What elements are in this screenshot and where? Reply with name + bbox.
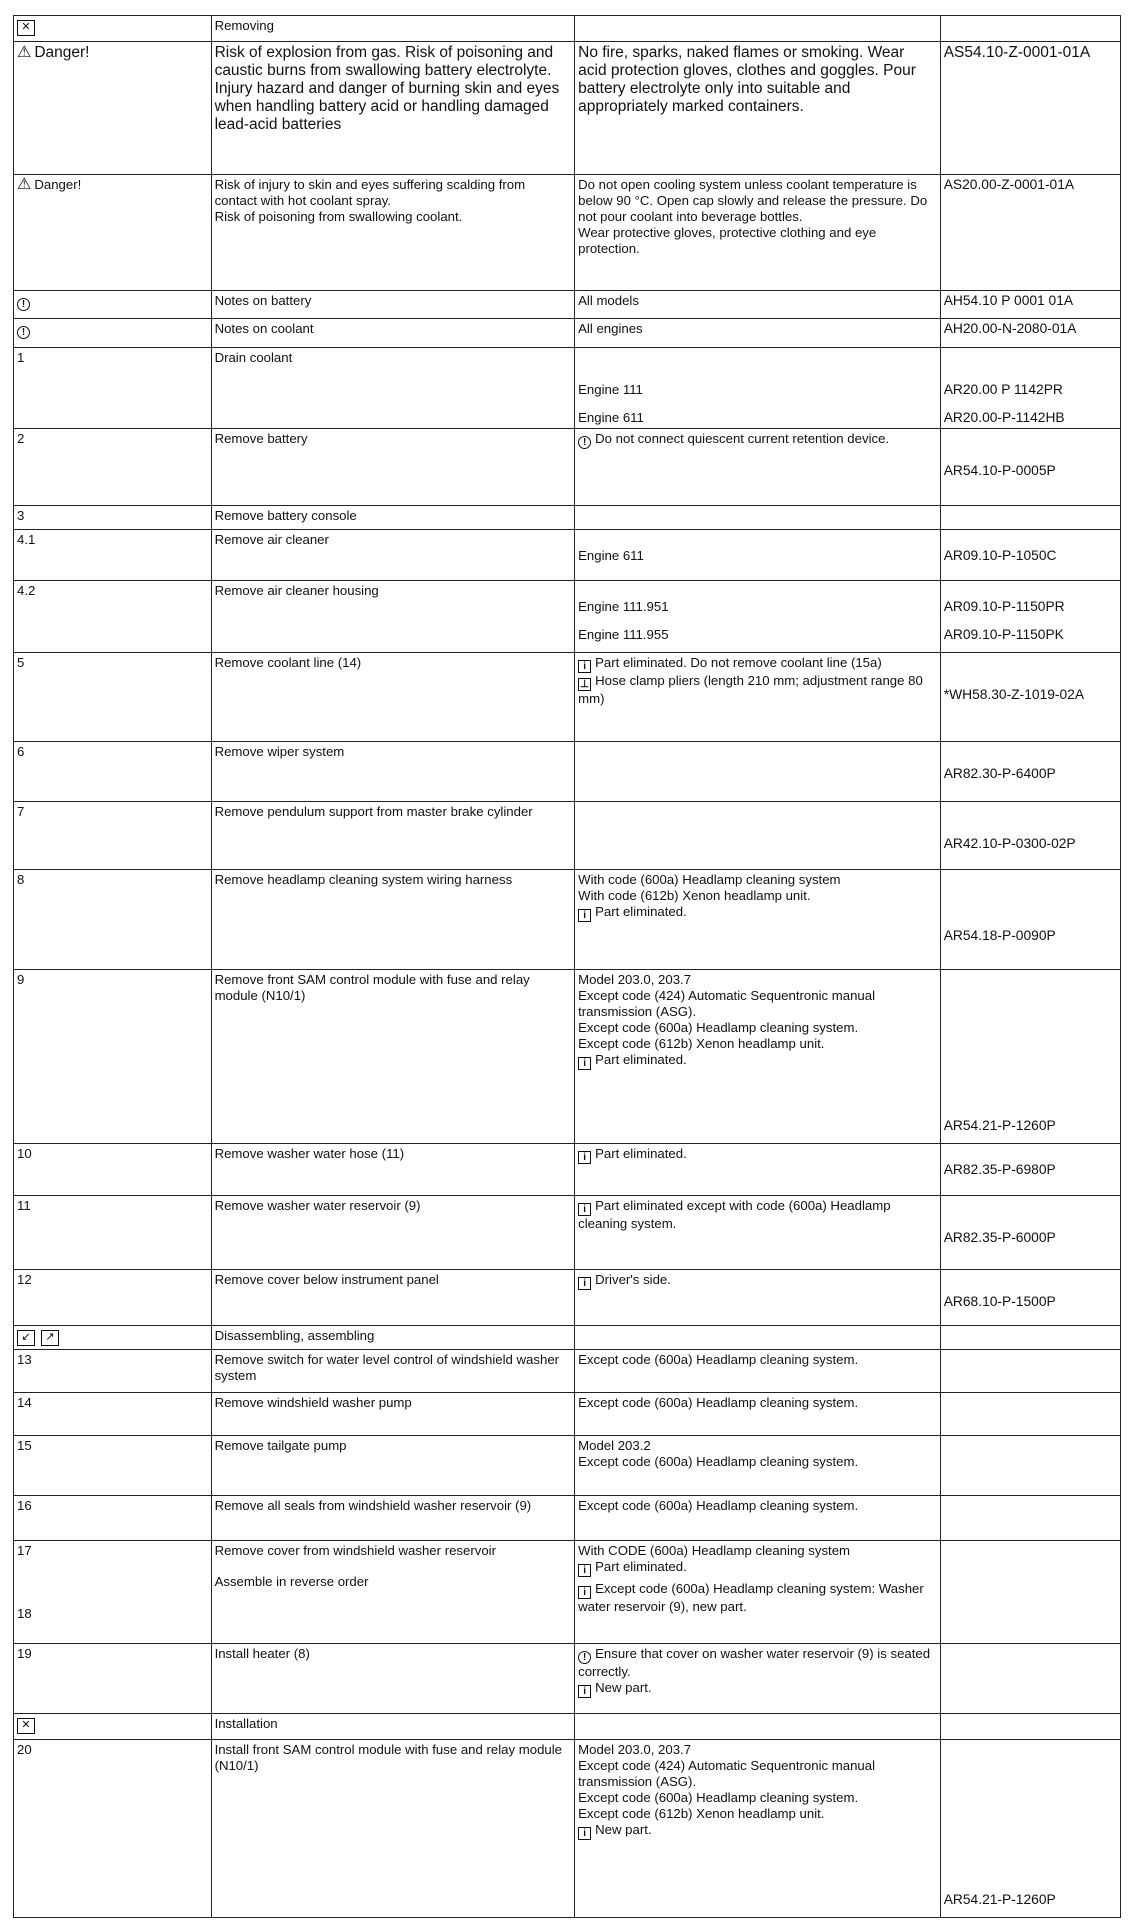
note-text: Part eliminated. — [595, 904, 687, 919]
step-text: Remove washer water hose (11) — [211, 1144, 575, 1196]
condition-text: Except code (424) Automatic Sequentronic manual transmission (ASG). — [578, 988, 876, 1019]
section-title: Disassembling, assembling — [211, 1326, 575, 1350]
table-row — [14, 1541, 1121, 1644]
reference-code: AR54.18-P-0090P — [943, 928, 1056, 943]
info-note-icon: ! — [17, 298, 30, 311]
risk-text: Risk of explosion from gas. Risk of poisoning and caustic burns from swallowing battery electrolyte. Injury hazard and danger of burning skin and eyes when handling battery acid or handling damaged lead-acid batteries — [211, 42, 575, 175]
danger-label: Danger! — [34, 177, 82, 192]
reference-code: AH54.10 P 0001 01A — [940, 291, 1120, 319]
condition-text: With CODE (600a) Headlamp cleaning system — [578, 1543, 851, 1558]
table-row — [14, 1393, 1121, 1436]
reference-code: AR20.00 P 1142PR — [943, 382, 1063, 397]
table-row — [14, 1436, 1121, 1496]
section-row-removing — [14, 16, 1121, 42]
step-text: Remove headlamp cleaning system wiring harness — [211, 870, 575, 970]
condition-text: Except code (600a) Headlamp cleaning system. — [575, 1496, 941, 1541]
step-text: Remove washer water reservoir (9) — [211, 1196, 575, 1270]
step-number: 3 — [14, 506, 212, 530]
measure-text: Wear protective gloves, protective clothing and eye protection. — [578, 225, 877, 256]
condition-text: Engine 611 — [578, 410, 644, 425]
condition-text: Model 203.0, 203.7 — [578, 972, 692, 987]
table-row — [14, 1196, 1121, 1270]
info-note-icon: ! — [17, 326, 30, 339]
note-text: Ensure that cover on washer water reservoir (9) is seated correctly. — [578, 1646, 931, 1679]
step-text: Drain coolant — [211, 348, 575, 429]
table-row — [14, 1144, 1121, 1196]
step-number: 18 — [17, 1606, 32, 1621]
step-number: 2 — [14, 429, 212, 506]
info-icon: i — [578, 1151, 591, 1164]
condition-text: Except code (600a) Headlamp cleaning system. — [578, 1454, 859, 1469]
info-icon: i — [578, 660, 591, 673]
table-row — [14, 506, 1121, 530]
info-icon: i — [578, 1057, 591, 1070]
table-row — [14, 1270, 1121, 1326]
note-text: Part eliminated. — [595, 1559, 687, 1574]
warning-triangle-icon: ⚠ — [17, 176, 32, 193]
info-icon: i — [578, 1827, 591, 1840]
table-row — [14, 348, 1121, 429]
step-number: 8 — [14, 870, 212, 970]
condition-text: Except code (612b) Xenon headlamp unit. — [578, 1036, 825, 1051]
info-icon: i — [578, 1203, 591, 1216]
step-text: Remove cover below instrument panel — [211, 1270, 575, 1326]
step-number: 4.2 — [14, 581, 212, 653]
section-row-disassembling — [14, 1326, 1121, 1350]
step-text: Notes on coolant — [211, 319, 575, 348]
condition-text: Model 203.2 — [578, 1438, 651, 1453]
reference-code: AR54.21-P-1260P — [943, 1892, 1056, 1907]
step-number: 10 — [14, 1144, 212, 1196]
table-row — [14, 291, 1121, 319]
step-number: 4.1 — [14, 530, 212, 581]
step-number: 9 — [14, 970, 212, 1144]
step-number: 1 — [14, 348, 212, 429]
reference-code: AR54.21-P-1260P — [943, 1118, 1056, 1133]
table-row — [14, 175, 1121, 291]
step-text: Remove wiper system — [211, 742, 575, 802]
table-row — [14, 870, 1121, 970]
info-icon: i — [578, 1277, 591, 1290]
installation-icon: ✕ — [17, 1718, 35, 1734]
table-row — [14, 581, 1121, 653]
step-text: Remove pendulum support from master brake cylinder — [211, 802, 575, 870]
step-text: Notes on battery — [211, 291, 575, 319]
condition-text: Except code (424) Automatic Sequentronic manual transmission (ASG). — [578, 1758, 876, 1789]
reference-code: AR82.35-P-6000P — [943, 1230, 1056, 1245]
info-note-icon: ! — [578, 436, 591, 449]
removal-icon: ✕ — [17, 20, 35, 36]
note-text: Part eliminated except with code (600a) Headlamp cleaning system. — [578, 1198, 891, 1231]
step-text: Remove windshield washer pump — [211, 1393, 575, 1436]
info-icon: i — [578, 1685, 591, 1698]
step-text: Install front SAM control module with fuse and relay module (N10/1) — [211, 1740, 575, 1918]
section-title: Removing — [211, 16, 575, 42]
risk-text: Risk of poisoning from swallowing coolant. — [214, 209, 463, 224]
step-number: 11 — [14, 1196, 212, 1270]
note-text: New part. — [595, 1680, 652, 1695]
info-icon: i — [578, 1564, 591, 1577]
condition-text: Engine 611 — [578, 548, 644, 563]
reference-code: AR54.10-P-0005P — [943, 463, 1056, 478]
step-text: Remove switch for water level control of windshield washer system — [211, 1350, 575, 1393]
step-number: 14 — [14, 1393, 212, 1436]
note-text: Except code (600a) Headlamp cleaning system: Washer water reservoir (9), new part. — [578, 1581, 924, 1614]
special-tool-icon: ⊥ — [578, 678, 591, 691]
step-number: 13 — [14, 1350, 212, 1393]
condition-text: All models — [575, 291, 941, 319]
reference-code: AS20.00-Z-0001-01A — [940, 175, 1120, 291]
warning-triangle-icon: ⚠ — [17, 44, 32, 61]
assemble-icon: ↗ — [41, 1330, 59, 1346]
note-text: Part eliminated. — [595, 1052, 687, 1067]
info-icon: i — [578, 1586, 591, 1599]
note-text: Part eliminated. — [595, 1146, 687, 1161]
condition-text: Engine 111.955 — [578, 627, 669, 642]
table-row — [14, 530, 1121, 581]
step-number: 19 — [14, 1644, 212, 1714]
condition-text: Except code (600a) Headlamp cleaning system. — [575, 1393, 941, 1436]
condition-text: With code (600a) Headlamp cleaning system — [578, 872, 841, 887]
step-text: Remove air cleaner housing — [211, 581, 575, 653]
table-row — [14, 429, 1121, 506]
condition-text: With code (612b) Xenon headlamp unit. — [578, 888, 811, 903]
step-number: 16 — [14, 1496, 212, 1541]
note-text: New part. — [595, 1822, 652, 1837]
reference-code: AR20.00-P-1142HB — [943, 410, 1065, 425]
note-text: Driver's side. — [595, 1272, 671, 1287]
risk-text: Risk of injury to skin and eyes suffering scalding from contact with hot coolant spray. — [214, 177, 526, 208]
step-number: 15 — [14, 1436, 212, 1496]
section-row-installation — [14, 1714, 1121, 1740]
table-row — [14, 319, 1121, 348]
reference-code: AS54.10-Z-0001-01A — [940, 42, 1120, 175]
table-row — [14, 802, 1121, 870]
step-text: Install heater (8) — [211, 1644, 575, 1714]
step-text: Remove coolant line (14) — [211, 653, 575, 742]
condition-text: Except code (612b) Xenon headlamp unit. — [578, 1806, 825, 1821]
condition-text: Engine 111.951 — [578, 599, 669, 614]
condition-text: Engine 111 — [578, 382, 643, 397]
table-row — [14, 1740, 1121, 1918]
reference-code: AR42.10-P-0300-02P — [943, 836, 1076, 851]
reference-code: AR09.10-P-1150PR — [943, 599, 1065, 614]
reference-code: AR09.10-P-1150PK — [943, 627, 1064, 642]
reference-code: AR82.35-P-6980P — [943, 1162, 1056, 1177]
step-text: Assemble in reverse order — [214, 1574, 369, 1589]
condition-text: Model 203.0, 203.7 — [578, 1742, 692, 1757]
reference-code: AR09.10-P-1050C — [943, 548, 1057, 563]
tool-text: Hose clamp pliers (length 210 mm; adjustment range 80 mm) — [578, 673, 923, 706]
step-number: 5 — [14, 653, 212, 742]
measure-text: No fire, sparks, naked flames or smoking. Wear acid protection gloves, clothes and goggles. Pour battery electrolyte only into suitable and appropriately marked containers. — [575, 42, 941, 175]
reference-code: AH20.00-N-2080-01A — [940, 319, 1120, 348]
info-note-icon: ! — [578, 1651, 591, 1664]
step-number: 17 — [17, 1543, 32, 1558]
condition-text: Except code (600a) Headlamp cleaning system. — [578, 1790, 859, 1805]
condition-text: All engines — [575, 319, 941, 348]
disassemble-icon: ↙ — [17, 1330, 35, 1346]
step-number: 6 — [14, 742, 212, 802]
table-row — [14, 1644, 1121, 1714]
condition-text: Except code (600a) Headlamp cleaning system. — [575, 1350, 941, 1393]
step-number: 20 — [14, 1740, 212, 1918]
danger-label: Danger! — [34, 44, 90, 61]
info-icon: i — [578, 909, 591, 922]
table-row — [14, 1350, 1121, 1393]
table-row — [14, 653, 1121, 742]
measure-text: Do not open cooling system unless coolant temperature is below 90 °C. Open cap slowly and release the pressure. Do not pour coolant into beverage bottles. — [578, 177, 928, 224]
step-number: 12 — [14, 1270, 212, 1326]
step-text: Remove tailgate pump — [211, 1436, 575, 1496]
reference-code: AR82.30-P-6400P — [943, 766, 1056, 781]
step-number: 7 — [14, 802, 212, 870]
condition-text: Except code (600a) Headlamp cleaning system. — [578, 1020, 859, 1035]
work-steps-table — [13, 15, 1121, 1918]
step-text: Remove battery console — [211, 506, 575, 530]
step-text: Remove all seals from windshield washer reservoir (9) — [211, 1496, 575, 1541]
step-text: Remove front SAM control module with fuse and relay module (N10/1) — [211, 970, 575, 1144]
section-title: Installation — [211, 1714, 575, 1740]
note-text: Part eliminated. Do not remove coolant line (15a) — [595, 655, 882, 670]
step-text: Remove air cleaner — [211, 530, 575, 581]
table-row — [14, 742, 1121, 802]
note-text: Do not connect quiescent current retention device. — [595, 431, 890, 446]
table-row — [14, 42, 1121, 175]
table-row — [14, 1496, 1121, 1541]
step-text: Remove cover from windshield washer reservoir — [214, 1543, 496, 1558]
reference-code: AR68.10-P-1500P — [943, 1294, 1056, 1309]
step-text: Remove battery — [211, 429, 575, 506]
reference-code: *WH58.30-Z-1019-02A — [943, 687, 1085, 702]
table-row — [14, 970, 1121, 1144]
